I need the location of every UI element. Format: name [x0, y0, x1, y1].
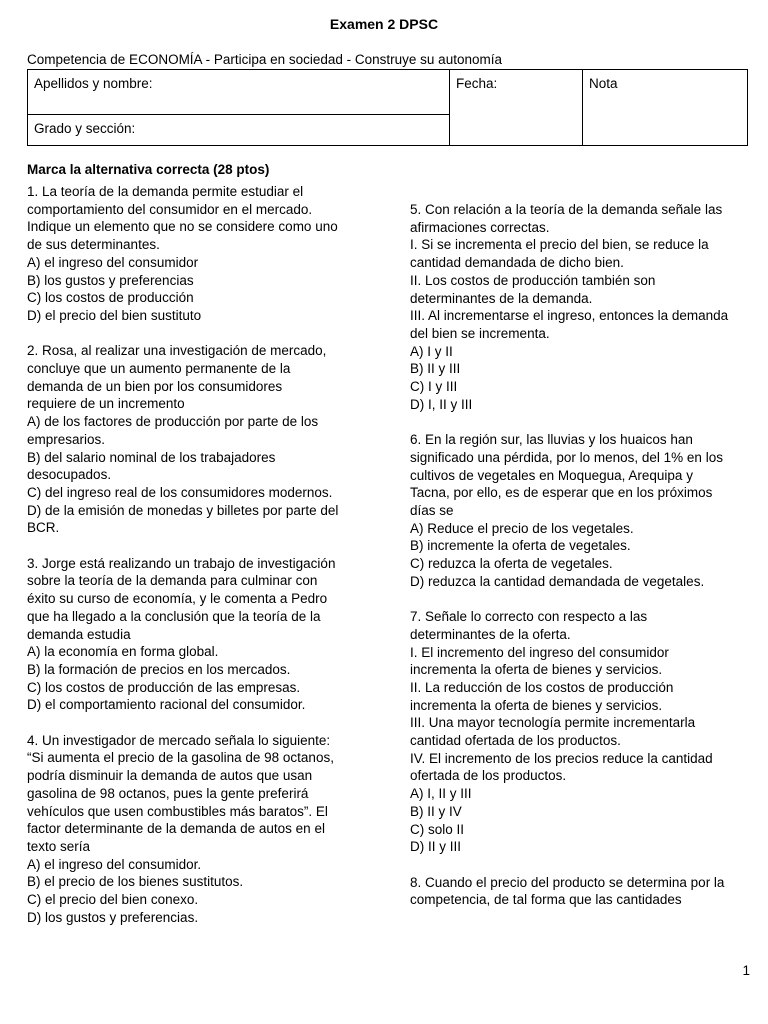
- question-line: III. Una mayor tecnología permite incrementarla: [410, 715, 696, 731]
- question-line: 4. Un investigador de mercado señala lo siguiente:: [27, 732, 331, 748]
- question-line: C) del ingreso real de los consumidores modernos.: [27, 484, 333, 500]
- question-5: [410, 201, 752, 413]
- question-8: [410, 874, 752, 909]
- question-line: 1. La teoría de la demanda permite estudiar el: [27, 184, 304, 199]
- question-line: demanda estudia: [27, 626, 131, 642]
- question-line: competencia, de tal forma que las cantidades: [410, 892, 682, 908]
- right-column: [410, 201, 752, 927]
- question-line: D) II y III: [410, 839, 462, 855]
- question-line: determinantes de la oferta.: [410, 626, 571, 642]
- question-line: factor determinante de la demanda de autos en el: [27, 821, 325, 837]
- name-label: Apellidos y nombre:: [34, 76, 153, 91]
- question-line: A) el ingreso del consumidor: [27, 254, 199, 270]
- question-line: requiere de un incremento: [27, 396, 185, 412]
- question-line: A) I y II: [410, 343, 453, 359]
- question-line: demanda de un bien por los consumidores: [27, 378, 283, 394]
- date-field[interactable]: [450, 70, 583, 146]
- grade-section-field[interactable]: [28, 115, 450, 146]
- question-7: [410, 608, 752, 856]
- question-line: B) del salario nominal de los trabajadores: [27, 449, 276, 465]
- question-line: C) solo II: [410, 821, 465, 837]
- question-line: 6. En la región sur, las lluvias y los huaicos han: [410, 432, 693, 448]
- question-line: 3. Jorge está realizando un trabajo de investigación: [27, 555, 336, 571]
- question-line: A) Reduce el precio de los vegetales.: [410, 520, 634, 536]
- question-line: A) el ingreso del consumidor.: [27, 856, 202, 872]
- question-line: incrementa la oferta de bienes y servicios.: [410, 697, 663, 713]
- question-line: A) I, II y III: [410, 786, 472, 802]
- question-line: C) el precio del bien conexo.: [27, 892, 199, 908]
- question-line: D) de la emisión de monedas y billetes por parte del: [27, 502, 339, 518]
- question-line: B) incremente la oferta de vegetales.: [410, 538, 631, 554]
- question-line: éxito su curso de economía, y le comenta a Pedro: [27, 591, 328, 607]
- page-number: 1: [742, 963, 750, 978]
- question-line: cantidad ofertada de los productos.: [410, 733, 621, 749]
- question-line: I. El incremento del ingreso del consumidor: [410, 644, 669, 660]
- question-line: Indique un elemento que no se considere como uno: [27, 219, 338, 235]
- question-line: gasolina de 98 octanos, pues la gente preferirá: [27, 785, 309, 801]
- question-line: III. Al incrementarse el ingreso, entonces la demanda: [410, 308, 729, 324]
- question-line: II. Los costos de producción también son: [410, 272, 656, 288]
- left-column: [27, 183, 367, 944]
- question-line: empresarios.: [27, 431, 106, 447]
- competencia-line: Competencia de ECONOMÍA - Participa en sociedad - Construye su autonomía: [27, 52, 502, 67]
- question-line: de sus determinantes.: [27, 237, 160, 253]
- question-line: 8. Cuando el precio del producto se determina por la: [410, 874, 725, 890]
- question-line: C) los costos de producción de las empresas.: [27, 679, 301, 695]
- question-line: C) I y III: [410, 379, 458, 395]
- question-line: 2. Rosa, al realizar una investigación de mercado,: [27, 343, 327, 359]
- question-line: concluye que un aumento permanente de la: [27, 361, 291, 377]
- question-line: días se: [410, 502, 454, 518]
- question-3: [27, 555, 367, 714]
- question-line: significado una pérdida, por lo menos, del 1% en los: [410, 449, 723, 465]
- question-line: I. Si se incrementa el precio del bien, se reduce la: [410, 237, 709, 253]
- question-line: sobre la teoría de la demanda para culminar con: [27, 573, 318, 589]
- question-line: determinantes de la demanda.: [410, 290, 593, 306]
- question-line: B) II y III: [410, 361, 461, 377]
- question-line: afirmaciones correctas.: [410, 219, 550, 235]
- name-field[interactable]: [28, 70, 450, 115]
- question-line: A) la economía en forma global.: [27, 644, 219, 660]
- question-line: D) reduzca la cantidad demandada de vegetales.: [410, 573, 705, 589]
- question-line: A) de los factores de producción por parte de los: [27, 414, 319, 430]
- question-line: IV. El incremento de los precios reduce la cantidad: [410, 750, 713, 766]
- question-line: incrementa la oferta de bienes y servicios.: [410, 662, 663, 678]
- grade-section-label: Grado y sección:: [34, 121, 136, 136]
- question-line: B) los gustos y preferencias: [27, 272, 194, 288]
- question-line: Tacna, por ello, es de esperar que en los próximos: [410, 485, 713, 501]
- question-line: BCR.: [27, 520, 60, 536]
- question-line: ofertada de los productos.: [410, 768, 567, 784]
- date-label: Fecha:: [456, 76, 498, 91]
- question-line: “Si aumenta el precio de la gasolina de 98 octanos,: [27, 750, 334, 766]
- student-info-table: [27, 69, 748, 146]
- question-4: [27, 732, 367, 927]
- section-heading: Marca la alternativa correcta (28 ptos): [27, 162, 270, 177]
- question-line: vehículos que usen combustibles más baratos”. El: [27, 803, 328, 819]
- question-line: II. La reducción de los costos de producción: [410, 679, 674, 695]
- question-2: [27, 342, 367, 537]
- question-line: D) el precio del bien sustituto: [27, 307, 202, 323]
- question-line: texto sería: [27, 838, 91, 854]
- question-line: comportamiento del consumidor en el mercado.: [27, 201, 313, 217]
- grade-score-field[interactable]: [583, 70, 748, 146]
- question-line: C) los costos de producción: [27, 290, 194, 306]
- question-line: que ha llegado a la conclusión que la teoría de la: [27, 608, 321, 624]
- score-label: Nota: [589, 76, 618, 91]
- question-line: B) II y IV: [410, 803, 462, 819]
- page-title: Examen 2 DPSC: [329, 16, 439, 32]
- question-line: C) reduzca la oferta de vegetales.: [410, 556, 613, 572]
- question-line: podría disminuir la demanda de autos que usan: [27, 768, 313, 784]
- question-line: D) el comportamiento racional del consumidor.: [27, 697, 306, 713]
- question-6: [410, 431, 752, 590]
- question-line: 7. Señale lo correcto con respecto a las: [410, 609, 648, 625]
- question-1: [27, 183, 367, 325]
- question-line: del bien se incrementa.: [410, 325, 550, 341]
- question-line: D) los gustos y preferencias.: [27, 909, 199, 925]
- question-line: cultivos de vegetales en Moquegua, Arequipa y: [410, 467, 693, 483]
- question-line: 5. Con relación a la teoría de la demanda señale las: [410, 202, 723, 217]
- question-line: B) la formación de precios en los mercados.: [27, 661, 291, 677]
- question-line: D) I, II y III: [410, 396, 473, 412]
- question-line: desocupados.: [27, 467, 112, 483]
- question-line: B) el precio de los bienes sustitutos.: [27, 874, 244, 890]
- question-line: cantidad demandada de dicho bien.: [410, 255, 624, 271]
